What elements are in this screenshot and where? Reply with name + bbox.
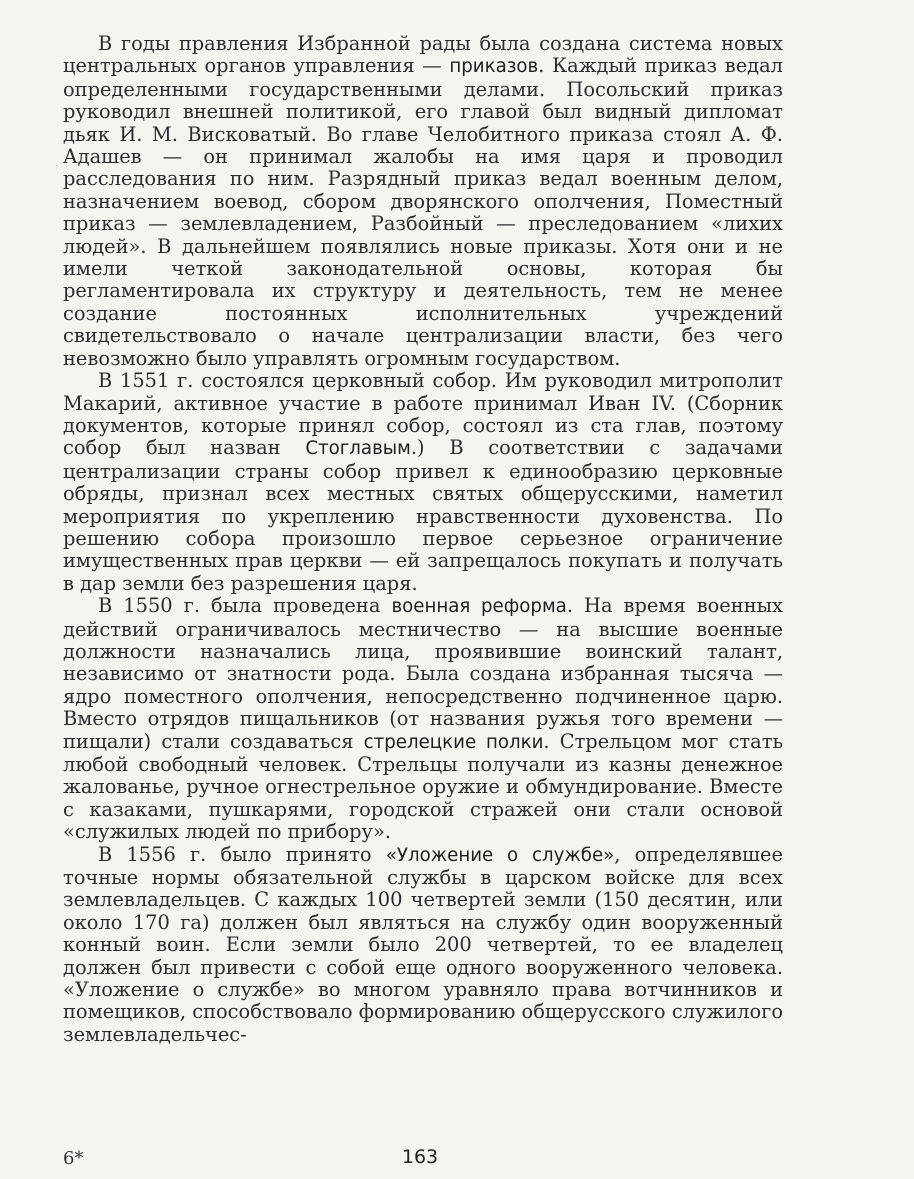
key-term: приказов xyxy=(449,56,539,78)
key-term: стрелецкие полки xyxy=(363,731,544,753)
text-run: . Каждый приказ ведал определенными государственными делами. Посольский приказ руководил внешней политикой, его главой был видный дипломат дьяк И. М. Висковатый. Во главе Челобитного приказа стоял А. Ф. Адашев — он принимал жалобы на имя царя и проводил расследования по ним. Разрядный приказ ведал военным делом, назначением воевод, сбором дворянского ополчения, Поместный приказ — землевладением, Разбойный — преследованием «лихих людей». В дальнейшем появлялись новые приказы. Хотя они и не имели четкой законодательной основы, которая бы регламентировала их структуру и деятельность, тем не менее создание постоянных исполнительных учреждений свидетельствовало о начале централизации власти, без чего невозможно было управлять огромным государством. xyxy=(63,54,783,370)
key-term: «Уложение о службе» xyxy=(385,844,615,866)
text-run: . На время военных действий ограничивалось местничество — на высшие военные должности назначались лица, проявившие воинский талант, независимо от знатности рода. Была создана избранная тысяча — ядро поместного ополчения, непосредственно подчиненное царю. Вместо отрядов пищальников (от названия ружья того времени — пищали) стали создаваться xyxy=(63,594,783,753)
paragraph-military-reform xyxy=(63,595,783,843)
text-run: В годы правления Избранной рады была создана система новых центральных органов управления — xyxy=(63,32,783,78)
key-term: военная реформа xyxy=(391,596,567,618)
text-run: . Стрельцом мог стать любой свободный человек. Стрельцы получали из казны денежное жалованье, ручное огнестрельное оружие и обмундирование. Вместе с казаками, пушкарями, городской стражей они стали основой «служилых людей по прибору». xyxy=(63,729,784,844)
paragraph-service-code xyxy=(63,844,783,1047)
body-text xyxy=(63,33,783,1046)
paragraph-church-council xyxy=(63,370,783,595)
text-run: В 1550 г. была проведена xyxy=(98,594,392,618)
paragraph-prikazy xyxy=(63,33,783,370)
text-run: В 1551 г. состоялся церковный собор. Им руководил митрополит Макарий, активное участие в работе принимал Иван IV. (Сборник документов, которые принял собор, состоял из ста глав, поэтому собор был назван xyxy=(63,369,783,460)
text-run: В 1556 г. было принято xyxy=(98,842,386,866)
text-run: .) В соответствии с задачами централизации страны собор привел к единообразию церковные обряды, признал всех местных святых общерусскими, наметил мероприятия по укреплению нравственности духовенства. По решению собора произошло первое серьезное ограничение имущественных прав церкви — ей запрещалось покупать и получать в дар земли без разрешения царя. xyxy=(63,436,783,595)
printer-signature: 6* xyxy=(63,1148,84,1169)
key-term: Стоглавым xyxy=(305,438,411,460)
text-run: , определявшее точные нормы обязательной службы в царском войске для всех землевладельцев. С каждых 100 четвертей земли (150 десятин, или около 170 га) должен был являться на службу один вооруженный конный воин. Если земли было 200 четвертей, то ее владелец должен был привести с собой еще одного вооруженного человека. «Уложение о службе» во многом уравняло права вотчинников и помещиков, способствовало формированию общерусского служилого землевладельчес- xyxy=(63,842,783,1046)
page-number: 163 xyxy=(401,1146,439,1168)
